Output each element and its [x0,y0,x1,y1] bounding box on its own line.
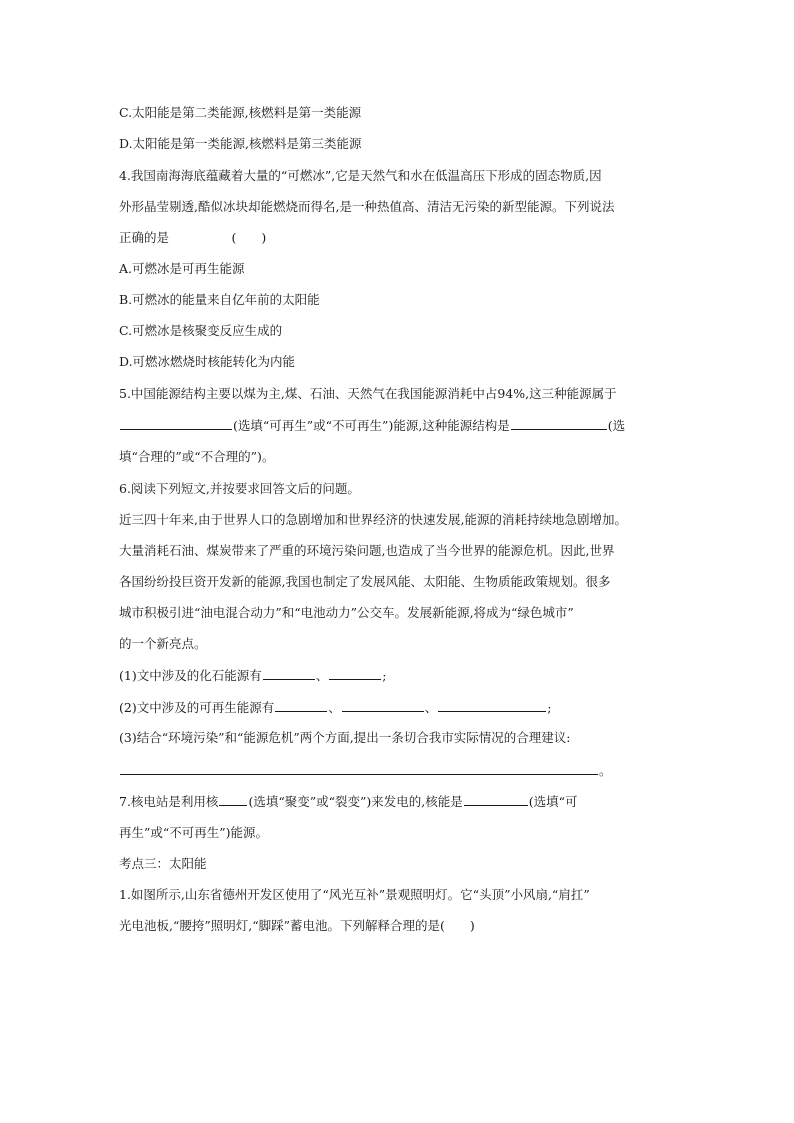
answer-blank[interactable] [219,793,247,806]
answer-blank[interactable] [120,417,232,430]
answer-blank[interactable] [464,793,528,806]
section-3-question-1-line-1: 1.如图所示,山东省德州开发区使用了“风光互补”景观照明灯。它“头顶”小风扇,“肩扛” [119,887,590,902]
option-b-q4: B.可燃冰的能量来自亿年前的太阳能 [119,292,320,307]
answer-blank[interactable] [342,699,424,712]
passage-line-1: 近三四十年来,由于世界人口的急剧增加和世界经济的快速发展,能源的消耗持续地急剧增加。 [119,512,627,527]
passage-line-2: 大量消耗石油、煤炭带来了严重的环境污染问题,也造成了当今世界的能源危机。因此,世界 [119,543,615,558]
answer-blank[interactable] [120,762,598,775]
question-5-line-3: 填“合理的”或“不合理的”)。 [119,449,275,464]
answer-blank[interactable] [511,417,607,430]
question-6-part-1: (1)文中涉及的化石能源有 、 ; [119,668,387,683]
option-a-q4: A.可燃冰是可再生能源 [119,261,245,276]
question-4-line-1: 4.我国南海海底蕴藏着大量的“可燃冰”,它是天然气和水在低温高压下形成的固态物质,因 [119,168,602,183]
option-c-q3: C.太阳能是第二类能源,核燃料是第一类能源 [119,105,362,120]
passage-line-5: 的一个新亮点。 [119,636,207,651]
question-7-line-1: 7.核电站是利用核 (选填“聚变”或“裂变”)来发电的,核能是 (选填“可 [119,794,578,809]
question-4-line-2: 外形晶莹剔透,酷似冰块却能燃烧而得名,是一种热值高、清洁无污染的新型能源。下列说法 [119,199,615,214]
option-d-q4: D.可燃冰燃烧时核能转化为内能 [119,354,296,369]
section-3-question-1-line-2: 光电池板,“腰挎”照明灯,“脚踩”蓄电池。下列解释合理的是( ) [119,918,475,933]
question-4-line-3: 正确的是 ( ) [119,230,267,245]
answer-blank[interactable] [275,699,327,712]
passage-line-4: 城市积极引进“油电混合动力”和“电池动力”公交车。发展新能源,将成为“绿色城市” [119,605,574,620]
option-c-q4: C.可燃冰是核聚变反应生成的 [119,323,283,338]
question-6-part-3: (3)结合“环境污染”和“能源危机”两个方面,提出一条切合我市实际情况的合理建议: [119,730,571,745]
answer-blank[interactable] [438,699,546,712]
answer-blank[interactable] [263,667,315,680]
question-6-part-2: (2)文中涉及的可再生能源有 、 、 ; [119,700,552,715]
option-d-q3: D.太阳能是第一类能源,核燃料是第三类能源 [119,136,362,151]
section-heading: 考点三：太阳能 [119,856,207,871]
question-5-line-2: (选填“可再生”或“不可再生”)能源,这种能源结构是 (选 [119,417,679,433]
question-7-line-2: 再生”或“不可再生”)能源。 [119,825,269,840]
passage-line-3: 各国纷纷投巨资开发新的能源,我国也制定了发展风能、太阳能、生物质能政策规划。很多 [119,574,611,589]
question-6-part-3-answer: 。 [119,762,679,778]
question-6-title: 6.阅读下列短文,并按要求回答文后的问题。 [119,481,360,496]
question-5-line-1: 5.中国能源结构主要以煤为主,煤、石油、天然气在我国能源消耗中占94%,这三种能源属于 [119,386,617,401]
answer-blank[interactable] [329,667,381,680]
